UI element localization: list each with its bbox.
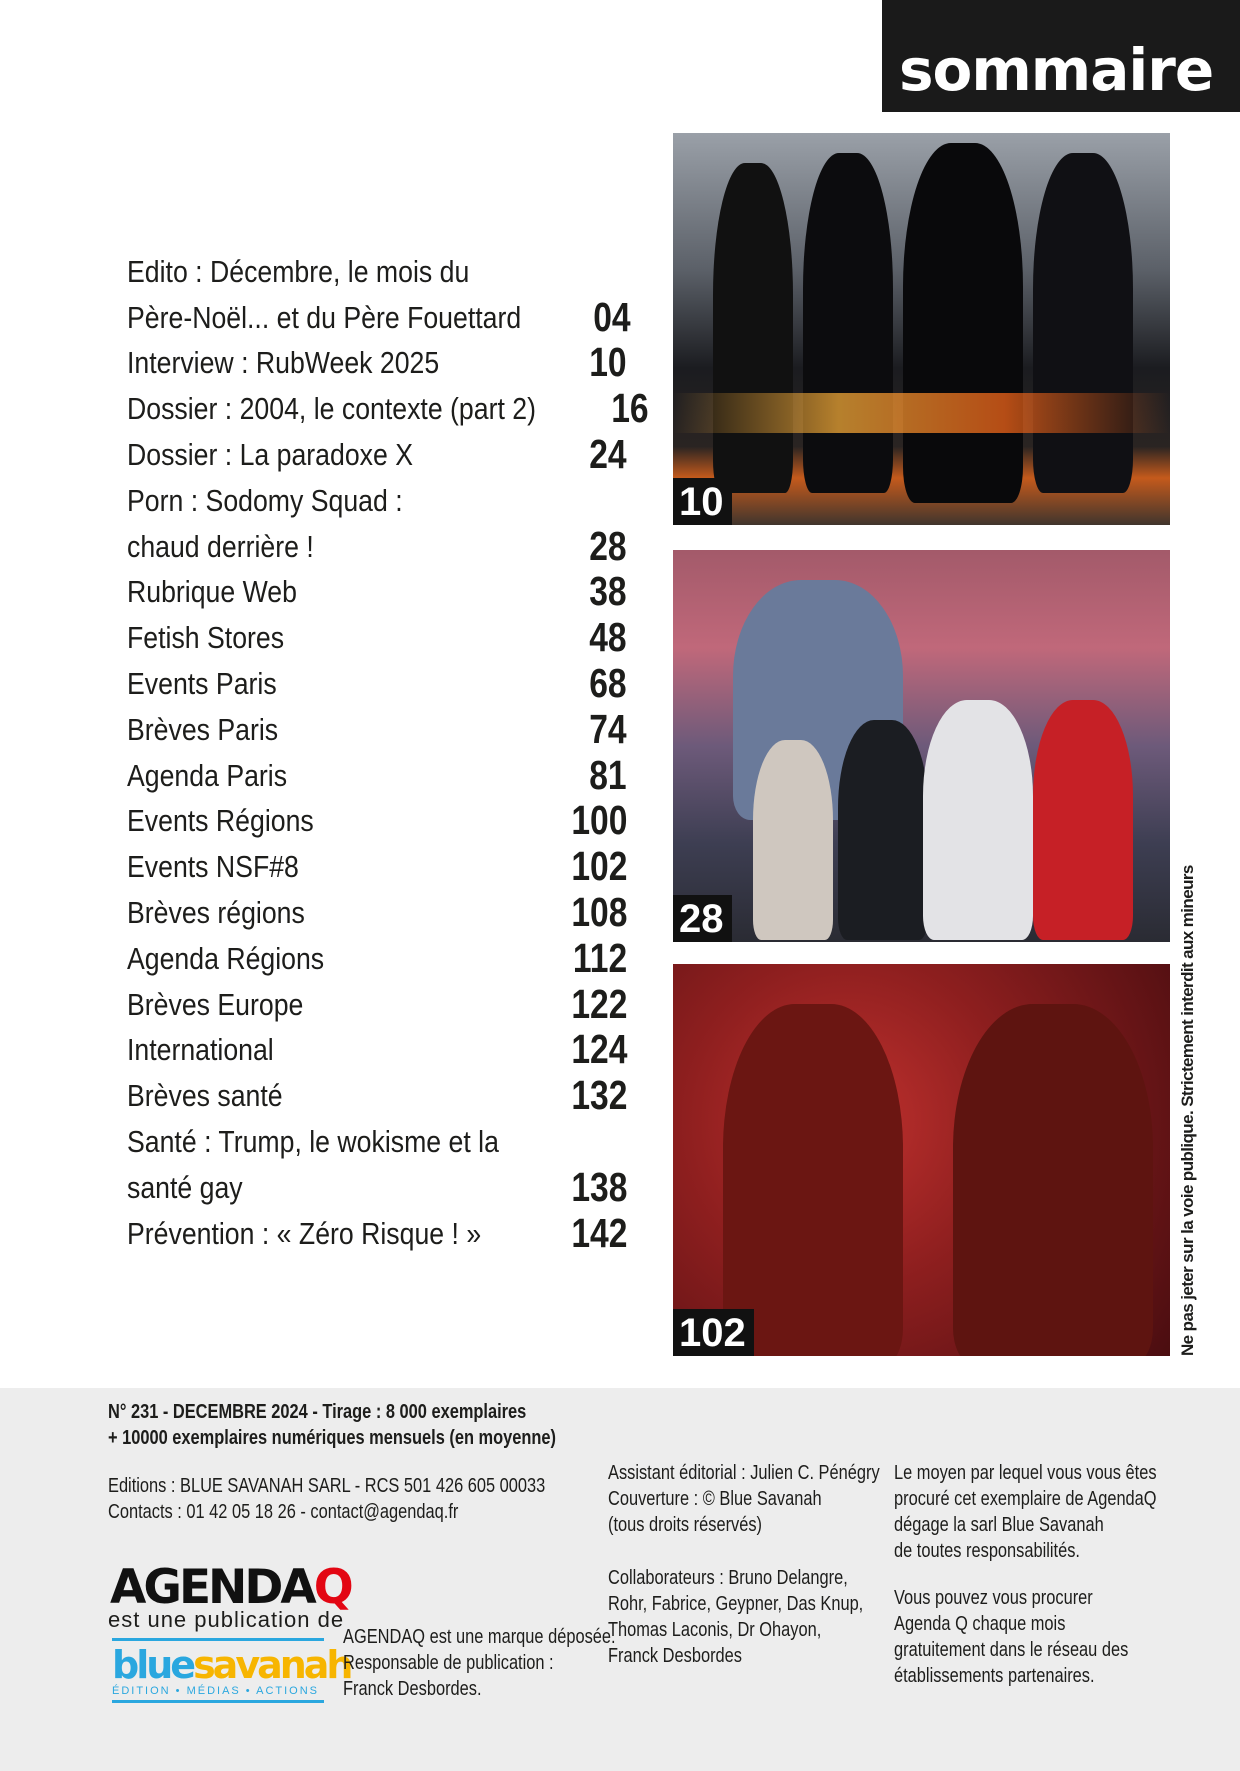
toc-entry-title: Dossier : 2004, le contexte (part 2) xyxy=(127,391,536,427)
toc-entry[interactable] xyxy=(127,523,627,569)
toc-entry-page: 108 xyxy=(570,888,627,935)
photo-page-number: 28 xyxy=(673,895,732,942)
toc-entry-title: Events Paris xyxy=(127,665,277,701)
toc-entry[interactable] xyxy=(127,752,627,798)
toc-entry-title: Dossier : La paradoxe X xyxy=(127,436,414,472)
toc-entry-title: Prévention : « Zéro Risque ! » xyxy=(127,1215,482,1251)
toc-entry-page: 28 xyxy=(589,522,627,569)
legal-side-note: Ne pas jeter sur la voie publique. Strictement interdit aux mineurs xyxy=(1178,865,1197,1356)
publication-of: est une publication de xyxy=(108,1607,345,1632)
toc-entry[interactable] xyxy=(127,431,627,477)
toc-entry-title: Brèves Europe xyxy=(127,986,304,1022)
credits-block: Assistant éditorial : Julien C. Pénégry Couverture : © Blue Savanah (tous droits réservés) xyxy=(608,1462,880,1536)
toc-entry-page: 16 xyxy=(610,385,649,432)
toc-entry[interactable] xyxy=(127,981,627,1027)
issue-info: N° 231 - DECEMBRE 2024 - Tirage : 8 000 exemplaires xyxy=(108,1401,527,1423)
toc-entry-title: Brèves Paris xyxy=(127,711,279,747)
toc-entry-title: Brèves santé xyxy=(127,1078,283,1114)
table-of-contents xyxy=(127,248,649,1256)
disclaimer-block: Le moyen par lequel vous vous êtes procuré cet exemplaire de AgendaQ dégage la sarl Blue Savanah de toutes responsabilités. xyxy=(894,1462,1157,1562)
toc-entry[interactable] xyxy=(127,1210,627,1256)
toc-entry-page: 38 xyxy=(589,568,627,615)
toc-entry-title: International xyxy=(127,1032,274,1068)
toc-entry-page: 10 xyxy=(589,339,627,386)
toc-entry-title: Brèves régions xyxy=(127,894,305,930)
toc-entry-page: 81 xyxy=(589,751,627,798)
toc-entry-page: 24 xyxy=(589,430,627,477)
toc-entry[interactable] xyxy=(127,935,627,981)
toc-entry-title: Père-Noël... et du Père Fouettard xyxy=(127,299,522,335)
toc-entry[interactable] xyxy=(127,614,627,660)
section-header xyxy=(882,0,1240,112)
toc-entry-title: Events Régions xyxy=(127,803,314,839)
toc-entry-page: 04 xyxy=(593,293,631,340)
page-title: sommaire xyxy=(899,36,1214,104)
blue-savanah-logo: bluesavanah ÉDITION • MÉDIAS • ACTIONS xyxy=(112,1638,324,1703)
toc-entry-page: 142 xyxy=(570,1209,627,1256)
toc-entry[interactable] xyxy=(127,1118,627,1164)
toc-entry[interactable] xyxy=(127,293,631,340)
toc-entry[interactable] xyxy=(127,660,627,706)
toc-entry-page: 132 xyxy=(570,1072,627,1119)
agendaq-logo: AGENDAQ xyxy=(110,1560,351,1615)
toc-entry[interactable] xyxy=(127,706,627,752)
toc-entry-title: Agenda Régions xyxy=(127,940,325,976)
toc-entry-page: 122 xyxy=(570,980,627,1027)
toc-entry[interactable] xyxy=(127,569,627,615)
toc-entry-title: Rubrique Web xyxy=(127,574,297,610)
digital-copies: + 10000 exemplaires numériques mensuels (en moyenne) xyxy=(108,1427,557,1449)
photo-sodomy-squad xyxy=(673,550,1170,942)
toc-entry-title: Events NSF#8 xyxy=(127,849,299,885)
toc-entry-page: 48 xyxy=(589,614,627,661)
toc-entry-title: Edito : Décembre, le mois du xyxy=(127,253,470,289)
toc-entry-title: Interview : RubWeek 2025 xyxy=(127,345,440,381)
toc-entry-title: Porn : Sodomy Squad : xyxy=(127,482,403,518)
toc-entry-title: Agenda Paris xyxy=(127,757,288,793)
toc-entry[interactable] xyxy=(127,843,627,889)
toc-entry[interactable] xyxy=(127,1072,627,1118)
toc-entry[interactable] xyxy=(127,1164,627,1210)
photo-rubweek xyxy=(673,133,1170,525)
collaborators-block: Collaborateurs : Bruno Delangre, Rohr, Fabrice, Geypner, Das Knup, Thomas Laconis, Dr Ohayon, Franck Desbordes xyxy=(608,1567,864,1667)
toc-entry[interactable] xyxy=(127,889,627,935)
editions: Editions : BLUE SAVANAH SARL - RCS 501 426 605 00033 xyxy=(108,1475,546,1497)
toc-entry-page: 124 xyxy=(570,1026,627,1073)
toc-entry[interactable] xyxy=(127,248,627,294)
toc-entry-page: 112 xyxy=(572,934,627,981)
toc-entry[interactable] xyxy=(127,1027,627,1073)
toc-entry[interactable] xyxy=(127,385,649,432)
toc-entry-title: santé gay xyxy=(127,1169,243,1205)
toc-entry-page: 138 xyxy=(570,1163,627,1210)
toc-entry-title: Fetish Stores xyxy=(127,620,285,656)
toc-entry-title: Santé : Trump, le wokisme et la xyxy=(127,1123,499,1159)
toc-entry-page: 100 xyxy=(570,797,627,844)
contacts: Contacts : 01 42 05 18 26 - contact@agendaq.fr xyxy=(108,1501,459,1523)
photo-page-number: 10 xyxy=(673,478,732,525)
photo-events-nsf xyxy=(673,964,1170,1356)
toc-entry-page: 68 xyxy=(589,659,627,706)
trademark-block: AGENDAQ est une marque déposée. Responsable de publication : Franck Desbordes. xyxy=(343,1626,616,1700)
toc-entry[interactable] xyxy=(127,798,627,844)
availability-block: Vous pouvez vous procurer Agenda Q chaque mois gratuitement dans le réseau des établissements partenaires. xyxy=(894,1587,1129,1687)
toc-entry-page: 74 xyxy=(589,705,627,752)
toc-entry[interactable] xyxy=(127,477,627,523)
photo-page-number: 102 xyxy=(673,1309,754,1356)
toc-entry-page: 102 xyxy=(570,843,627,890)
toc-entry[interactable] xyxy=(127,340,627,386)
toc-entry-title: chaud derrière ! xyxy=(127,528,314,564)
